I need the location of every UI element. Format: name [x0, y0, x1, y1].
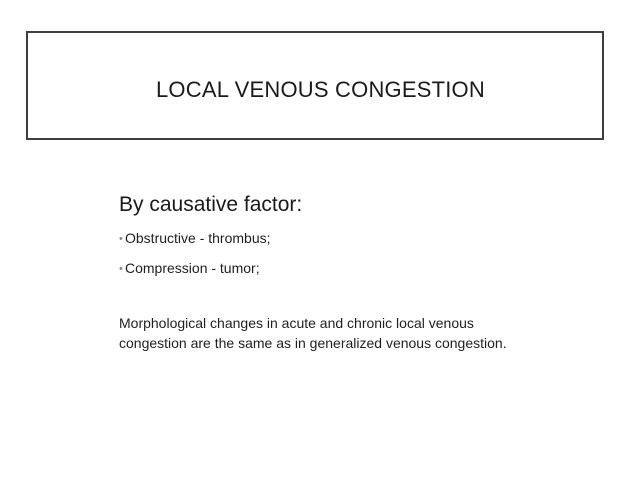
bullet-item [119, 260, 260, 276]
bullet-marker-icon: • [119, 263, 123, 275]
bullet-item [119, 230, 271, 246]
title-box [26, 31, 604, 140]
bullet-marker-icon: • [119, 233, 123, 245]
bullet-text: Compression - tumor; [125, 260, 260, 276]
bullet-text: Obstructive - thrombus; [125, 230, 271, 246]
slide-subtitle: By causative factor: [119, 193, 303, 216]
body-paragraph: Morphological changes in acute and chronic local venous congestion are the same as in generalized venous congestion. [119, 315, 507, 351]
slide-title: LOCAL VENOUS CONGESTION [156, 77, 485, 102]
